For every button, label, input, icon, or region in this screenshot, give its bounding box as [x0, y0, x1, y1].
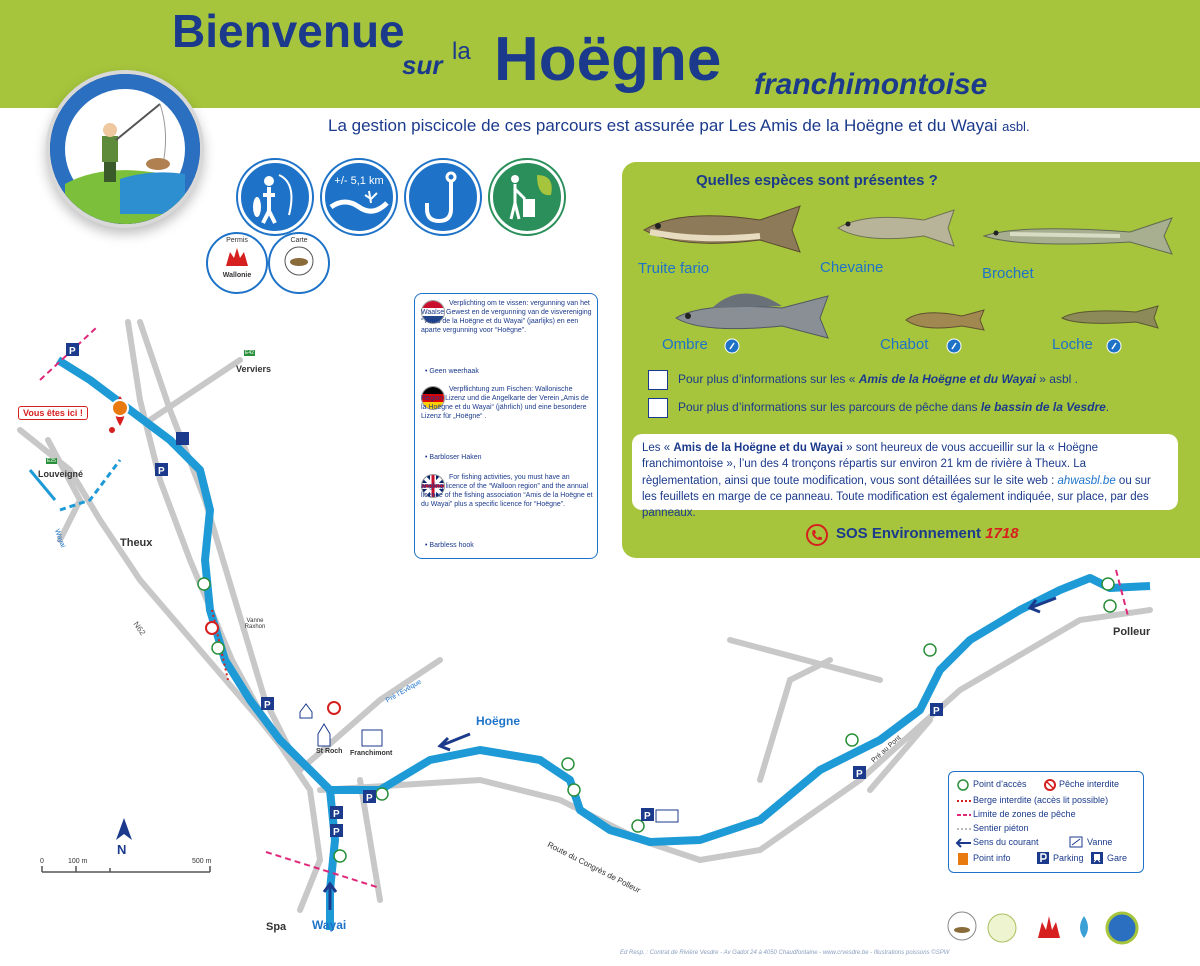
title-hoegne: Hoëgne: [494, 25, 722, 94]
no-fishing-icon: [1043, 778, 1057, 792]
scale-label: 100 m: [68, 858, 88, 865]
road: [140, 322, 300, 770]
species-question: Quelles espèces sont présentes ?: [696, 172, 938, 189]
svg-text:P: P: [933, 706, 940, 717]
route-label: Route du Congrès de Polleur: [545, 840, 642, 895]
species-label: Truite fario: [638, 260, 710, 277]
hoegne-river: [58, 360, 1150, 842]
svg-text:P: P: [366, 793, 373, 804]
wayai-label: Wayai: [312, 918, 347, 932]
fisherman-logo: [46, 70, 204, 228]
north-label: N: [117, 842, 127, 857]
species-label: Loche: [1052, 336, 1093, 353]
legend-symbols: [955, 779, 971, 869]
legend-acces: Point d’accès: [973, 779, 1027, 789]
legend-vanne: Vanne: [1087, 837, 1113, 847]
legend-info: Point info: [973, 853, 1011, 863]
title-bienvenue: Bienvenue: [172, 5, 405, 57]
legend-sentier: Sentier piéton: [973, 823, 1029, 833]
permis-badge: [206, 232, 268, 294]
distance-label: +/- 5,1 km: [334, 175, 384, 187]
hoegne-label: Hoëgne: [476, 714, 521, 728]
lang-text: Verpflichtung zum Fischen: Wallonische Region Lizenz und die Angelkarte der Verein „Amis de la Hoëgne et du Wayai“ (jährlich) und eine besondere Lizenz für „Hoëgne“ .: [421, 386, 589, 420]
svg-text:P: P: [333, 827, 340, 838]
svg-text:P: P: [158, 466, 165, 477]
e42-badge: E42: [245, 350, 254, 356]
truite-fish-image: [640, 198, 806, 258]
species-label: Chabot: [880, 336, 929, 353]
legend-parking: Parking: [1053, 853, 1084, 863]
spa-label: Spa: [266, 921, 287, 933]
n62-label: N62: [131, 619, 148, 638]
info-box: Les « Amis de la Hoëgne et du Wayai » sont heureux de vous accueillir sur la « Hoëgne franchimontoise », l’un des 4 tronçons répartis sur environ 21 km de rivière à Theux. La règlementation, ainsi que toute modification, vous sont détaillées sur le site web : ahwasbl.be ou sur les feuillets en marge de ce panneau. Toute modification est également indiquée, sur place, par des panneaux.: [632, 434, 1178, 510]
waste-bin-icon: [490, 160, 564, 234]
legend-limite: Limite de zones de pêche: [973, 809, 1076, 819]
train-icon: [1091, 852, 1103, 864]
wallonie-label: Wallonie: [222, 272, 252, 279]
subtitle: La gestion piscicole de ces parcours est assurée par Les Amis de la Hoëgne et du Wayai asbl.: [328, 116, 1030, 135]
road: [48, 440, 80, 540]
permis-label: Permis: [226, 237, 248, 244]
lang-bullet: • Barbloser Haken: [425, 454, 482, 461]
theux-label: Theux: [120, 537, 153, 549]
road: [128, 322, 320, 910]
e25-badge: E25: [47, 458, 56, 464]
svg-text:P: P: [333, 809, 340, 820]
lang-bullet: • Geen weerhaak: [425, 368, 479, 375]
scale-label: 0: [40, 858, 44, 865]
polleur-label: Polleur: [1113, 626, 1151, 638]
vanne-label: Vanne Raxhon: [244, 618, 266, 630]
svg-text:P: P: [644, 811, 651, 822]
vous-etes-ici-label: Vous êtes ici !: [18, 406, 88, 420]
legend-berge: Berge interdite (accès lit possible): [973, 795, 1109, 805]
pre-eveque-label: Pré l’Evêque: [384, 678, 423, 705]
sos-line: SOS Environnement 1718: [836, 525, 1019, 542]
title-la: la: [452, 38, 471, 65]
legend-sens: Sens du courant: [973, 837, 1039, 847]
legend: [948, 771, 1144, 873]
partner-logos: [944, 908, 1144, 948]
species-label: Brochet: [982, 265, 1034, 282]
carte-badge: [268, 232, 330, 294]
franchimont-label: Franchimont: [350, 750, 393, 757]
svg-text:P: P: [264, 700, 271, 711]
legend-gare: Gare: [1107, 853, 1128, 863]
wayai-small-label: Wayai: [53, 528, 67, 549]
title-sur: sur: [402, 50, 443, 80]
verviers-label: Verviers: [236, 364, 272, 374]
title-franchimontoise: franchimontoise: [754, 68, 988, 101]
legend-peche-interdite: Pêche interdite: [1059, 779, 1120, 789]
footer-credits: Ed Resp. : Contrat de Rivière Vesdre - Av Gadot 24 à 4050 Chaudfontaine - www.crvesdre.be - Illustrations poissons ©SPW: [620, 950, 950, 956]
lang-text: Verplichting om te vissen: vergunning van het Waalse Gewest en de vergunning van de visvereniging “ Amis de la Hoëgne et du Wayai” (jaarlijks) en een aparte vergunning voor “Hoëgne”.: [421, 300, 592, 334]
website-link[interactable]: ahwasbl.be: [1057, 474, 1116, 487]
fishing-license-icon: [238, 160, 312, 234]
lang-text: For fishing activities, you must have an angling licence of the “Walloon region” and the annual licence of the fishing association “Amis de la Hoëgne et du Wayai” plus a specific licence for “Hoëgne”.: [421, 474, 593, 508]
vanne-icon: [1069, 836, 1083, 848]
species-label: Ombre: [662, 336, 708, 353]
scale-label: 500 m: [192, 858, 212, 865]
road: [760, 660, 830, 780]
qr-row-amis[interactable]: Pour plus d’informations sur les « Amis de la Hoëgne et du Wayai » asbl .: [648, 370, 1078, 390]
distance-icon: [322, 160, 396, 234]
parking-icon: [1037, 852, 1049, 864]
pre-au-pont-label: Pré au Pont: [870, 734, 903, 765]
svg-text:P: P: [856, 769, 863, 780]
st-roch-label: St Roch: [316, 748, 343, 755]
louveigne-label: Louveigné: [38, 469, 84, 479]
svg-text:P: P: [69, 346, 76, 357]
carte-label: Carte: [290, 237, 308, 244]
species-label: Chevaine: [820, 259, 884, 276]
qr-row-vesdre[interactable]: Pour plus d’informations sur les parcours de pêche dans le bassin de la Vesdre.: [648, 398, 1109, 418]
lang-bullet: • Barbless hook: [425, 542, 474, 549]
barbless-hook-icon: [406, 160, 480, 234]
